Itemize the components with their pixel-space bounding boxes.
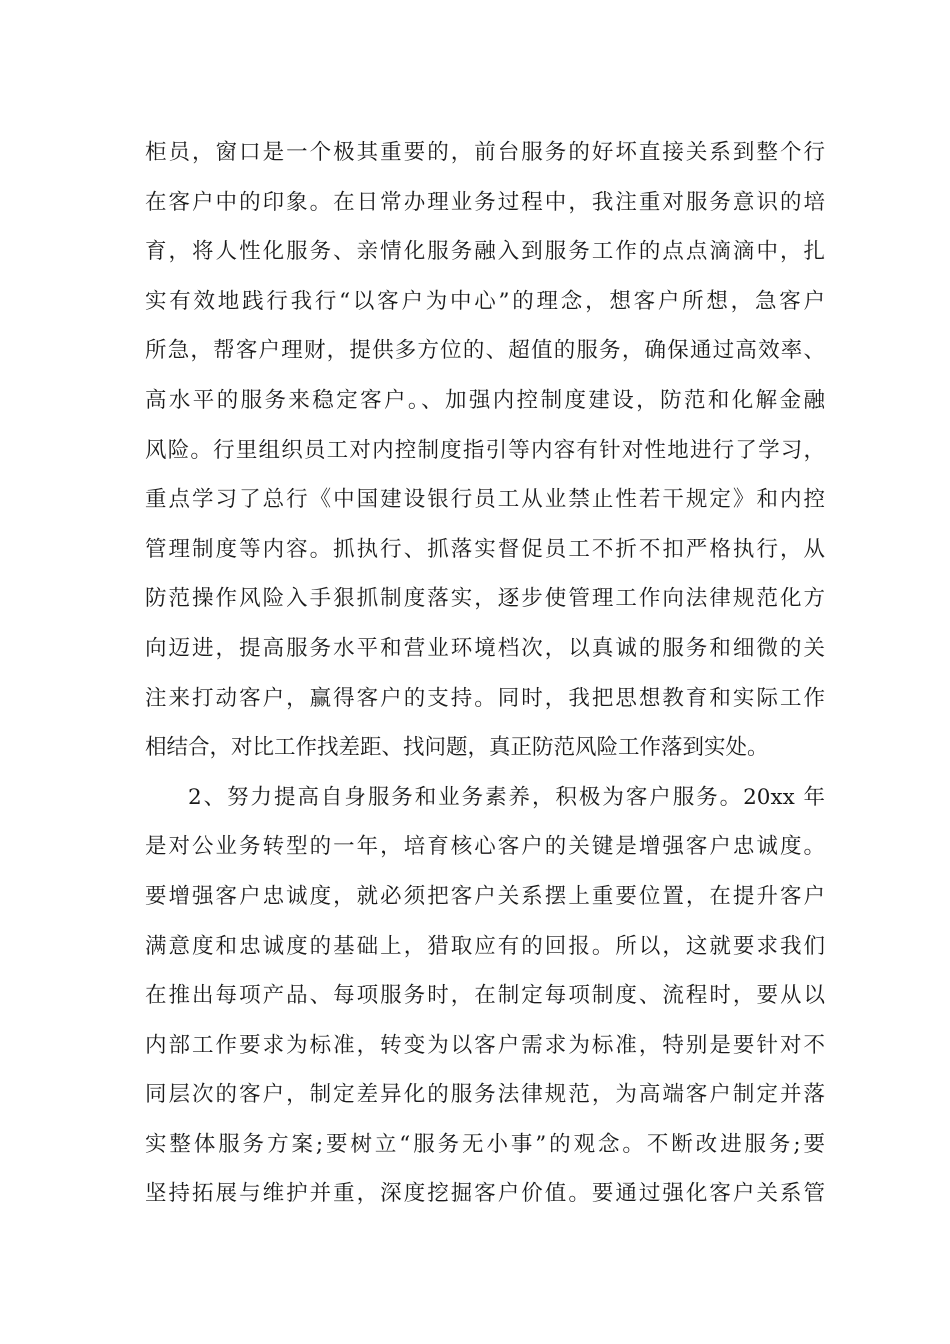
text-line: 满意度和忠诚度的基础上，猎取应有的回报。所以，这就要求我们 — [145, 933, 825, 959]
text-line: 管理制度等内容。抓执行、抓落实督促员工不折不扣严格执行，从 — [145, 536, 825, 562]
text-line: 向迈进，提高服务水平和营业环境档次，以真诚的服务和细微的关 — [145, 635, 825, 661]
text-line: 育，将人性化服务、亲情化服务融入到服务工作的点点滴滴中，扎 — [145, 239, 825, 265]
text-line: 所急，帮客户理财，提供多方位的、超值的服务，确保通过高效率、 — [145, 338, 825, 364]
text-line: 内部工作要求为标准，转变为以客户需求为标准，特别是要针对不 — [145, 1032, 825, 1058]
text-line: 相结合，对比工作找差距、找问题，真正防范风险工作落到实处。 — [145, 735, 769, 761]
text-line: 要增强客户忠诚度，就必须把客户关系摆上重要位置，在提升客户 — [145, 883, 825, 909]
text-line: 2、努力提高自身服务和业务素养，积极为客户服务。20xx 年 — [188, 784, 825, 810]
text-line: 防范操作风险入手狠抓制度落实，逐步使管理工作向法律规范化方 — [145, 586, 825, 612]
text-line: 风险。行里组织员工对内控制度指引等内容有针对性地进行了学习， — [145, 437, 825, 463]
text-line: 实有效地践行我行“以客户为中心”的理念，想客户所想，急客户 — [145, 288, 825, 314]
text-line: 重点学习了总行《中国建设银行员工从业禁止性若干规定》和内控 — [145, 487, 825, 513]
text-line: 在推出每项产品、每项服务时，在制定每项制度、流程时，要从以 — [145, 983, 825, 1009]
text-line: 高水平的服务来稳定客户。、加强内控制度建设，防范和化解金融 — [145, 387, 825, 413]
body-text — [145, 128, 825, 1219]
text-line: 注来打动客户，赢得客户的支持。同时，我把思想教育和实际工作 — [145, 685, 825, 711]
text-line: 坚持拓展与维护并重，深度挖掘客户价值。要通过强化客户关系管 — [145, 1181, 825, 1207]
text-line: 在客户中的印象。在日常办理业务过程中，我注重对服务意识的培 — [145, 189, 825, 215]
text-line: 是对公业务转型的一年，培育核心客户的关键是增强客户忠诚度。 — [145, 834, 825, 860]
text-line: 柜员，窗口是一个极其重要的，前台服务的好坏直接关系到整个行 — [145, 140, 825, 165]
text-line: 同层次的客户，制定差异化的服务法律规范，为高端客户制定并落 — [145, 1082, 825, 1108]
text-line: 实整体服务方案;要树立“服务无小事”的观念。不断改进服务;要 — [145, 1131, 825, 1157]
